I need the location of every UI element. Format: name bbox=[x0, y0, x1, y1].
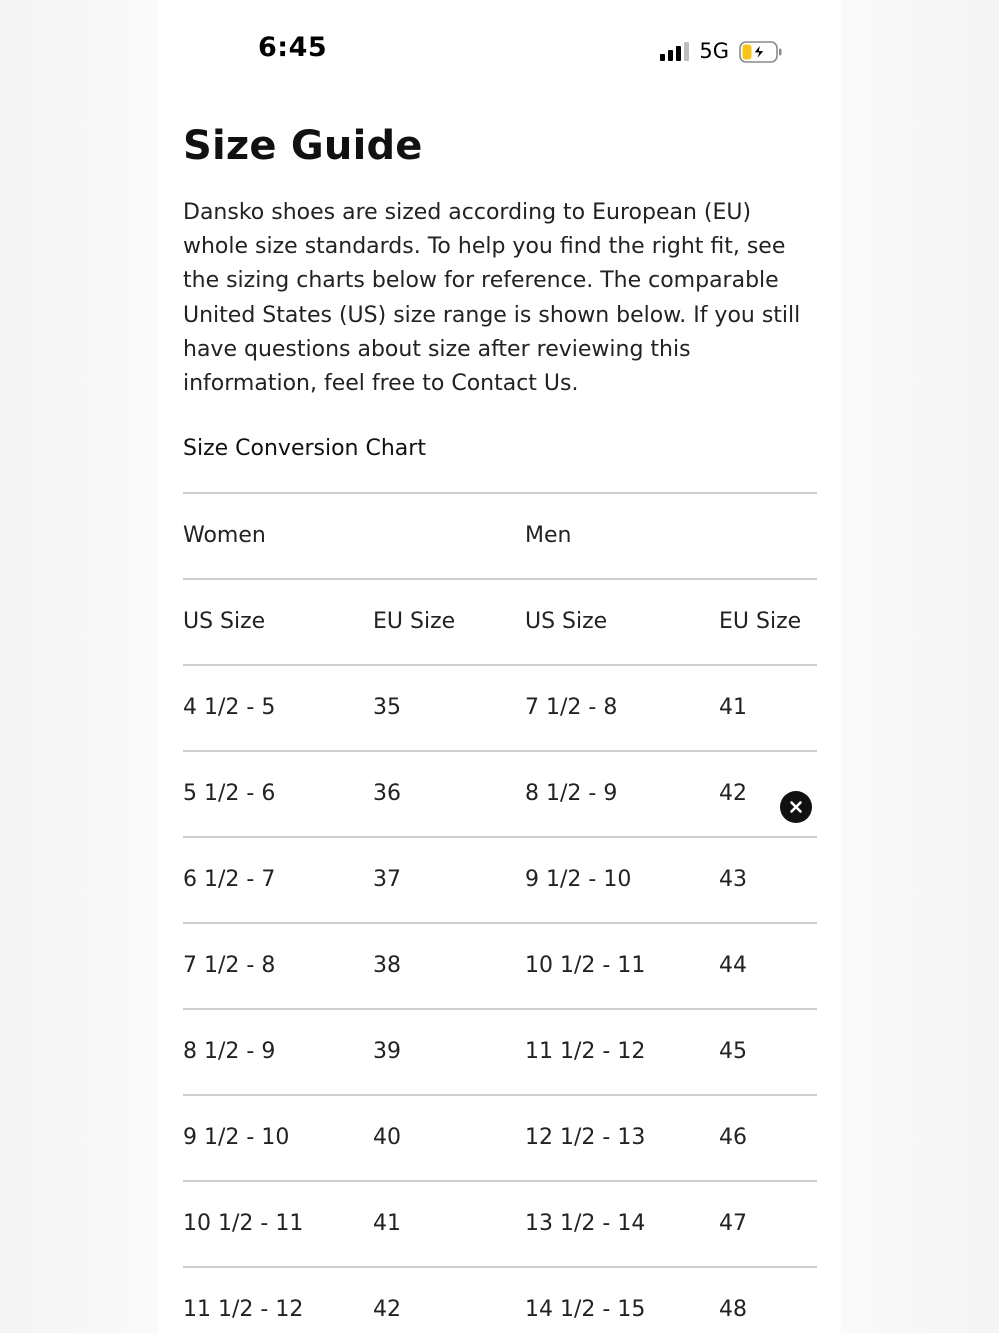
women-eu-size: 36 bbox=[373, 781, 401, 806]
men-us-size: 7 1/2 - 8 bbox=[525, 695, 618, 720]
table-row bbox=[183, 1266, 817, 1333]
battery-charging-icon bbox=[739, 41, 779, 62]
men-us-size: 14 1/2 - 15 bbox=[525, 1297, 646, 1322]
table-row bbox=[183, 1180, 817, 1266]
group-header-men: Men bbox=[525, 523, 572, 548]
table-row bbox=[183, 1008, 817, 1094]
close-button[interactable] bbox=[780, 791, 812, 823]
men-us-size: 8 1/2 - 9 bbox=[525, 781, 618, 806]
women-us-size: 7 1/2 - 8 bbox=[183, 953, 276, 978]
women-us-size: 9 1/2 - 10 bbox=[183, 1125, 290, 1150]
women-us-size: 10 1/2 - 11 bbox=[183, 1211, 304, 1236]
chart-title: Size Conversion Chart bbox=[183, 436, 426, 461]
column-header-men-eu: EU Size bbox=[719, 609, 802, 634]
women-us-size: 5 1/2 - 6 bbox=[183, 781, 276, 806]
men-eu-size: 44 bbox=[719, 953, 747, 978]
women-us-size: 8 1/2 - 9 bbox=[183, 1039, 276, 1064]
men-eu-size: 42 bbox=[719, 781, 747, 806]
men-us-size: 12 1/2 - 13 bbox=[525, 1125, 646, 1150]
table-column-header-row bbox=[183, 578, 817, 664]
size-conversion-table bbox=[183, 492, 817, 1333]
table-row bbox=[183, 1094, 817, 1180]
page-title: Size Guide bbox=[183, 123, 423, 169]
women-us-size: 4 1/2 - 5 bbox=[183, 695, 276, 720]
phone-screen bbox=[158, 0, 841, 1333]
men-us-size: 9 1/2 - 10 bbox=[525, 867, 632, 892]
close-icon bbox=[788, 799, 804, 815]
column-header-men-us: US Size bbox=[525, 609, 608, 634]
men-eu-size: 41 bbox=[719, 695, 747, 720]
men-us-size: 10 1/2 - 11 bbox=[525, 953, 646, 978]
men-us-size: 13 1/2 - 14 bbox=[525, 1211, 646, 1236]
women-eu-size: 42 bbox=[373, 1297, 401, 1322]
network-type: 5G bbox=[699, 39, 729, 63]
women-eu-size: 38 bbox=[373, 953, 401, 978]
status-indicators bbox=[660, 36, 779, 66]
table-row bbox=[183, 922, 817, 1008]
women-eu-size: 39 bbox=[373, 1039, 401, 1064]
men-eu-size: 43 bbox=[719, 867, 747, 892]
women-eu-size: 41 bbox=[373, 1211, 401, 1236]
size-guide-content bbox=[183, 118, 817, 1322]
group-header-women: Women bbox=[183, 523, 266, 548]
column-header-women-us: US Size bbox=[183, 609, 266, 634]
men-eu-size: 48 bbox=[719, 1297, 747, 1322]
men-us-size: 11 1/2 - 12 bbox=[525, 1039, 646, 1064]
intro-paragraph: Dansko shoes are sized according to European (EU) whole size standards. To help you find the right fit, see the sizing charts below for reference. The comparable United States (US) size range is shown below. If you still have questions about size after reviewing this information, feel free to Contact Us. bbox=[183, 200, 801, 397]
women-us-size: 6 1/2 - 7 bbox=[183, 867, 276, 892]
status-bar bbox=[158, 0, 841, 100]
men-eu-size: 47 bbox=[719, 1211, 747, 1236]
status-time: 6:45 bbox=[258, 32, 328, 63]
women-eu-size: 40 bbox=[373, 1125, 401, 1150]
women-us-size: 11 1/2 - 12 bbox=[183, 1297, 304, 1322]
table-row bbox=[183, 750, 817, 836]
women-eu-size: 35 bbox=[373, 695, 401, 720]
cellular-signal-icon bbox=[660, 41, 689, 61]
women-eu-size: 37 bbox=[373, 867, 401, 892]
men-eu-size: 45 bbox=[719, 1039, 747, 1064]
table-group-header-row bbox=[183, 492, 817, 578]
table-row bbox=[183, 664, 817, 750]
column-header-women-eu: EU Size bbox=[373, 609, 456, 634]
men-eu-size: 46 bbox=[719, 1125, 747, 1150]
table-row bbox=[183, 836, 817, 922]
